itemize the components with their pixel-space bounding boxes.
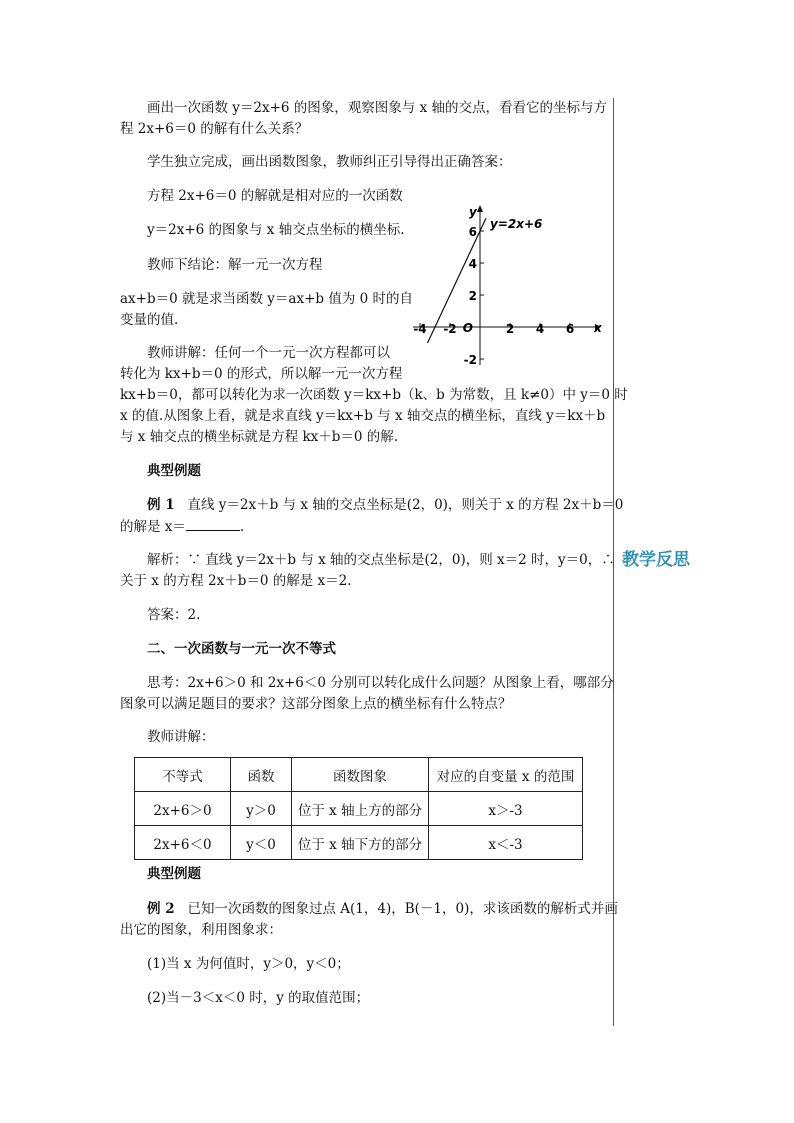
x-tick-label: 6 [565,322,575,336]
table-cell: 2x+6＞0 [135,792,231,826]
paragraph-line: kx+b＝0，都可以转化为求一次函数 y＝kx+b（k、b 为常数，且 k≠0）中 y＝0 时 [120,387,628,403]
example-1-cont [120,516,244,537]
paragraph-line: 程 2x+6＝0 的解有什么关系？ [120,121,309,137]
paragraph-line: 教师讲解： [147,729,215,745]
x-tick-label: -4 [413,322,427,336]
y-axis-label: y [469,205,477,219]
x-tick-label: 2 [505,322,515,336]
graph-ticks [420,231,570,359]
paragraph-line: 学生独立完成，画出函数图象，教师纠正引导得出正确答案： [147,154,512,170]
paragraph-line: 方程 2x+6＝0 的解就是相对应的一次函数 [147,188,403,204]
example-text: 的解是 x＝ [120,519,186,535]
paragraph-line: y＝2x+6 的图象与 x 轴交点坐标的横坐标. [147,222,405,238]
table-cell: x＜-3 [429,826,583,860]
function-line-label: y=2x+6 [490,217,543,232]
paragraph-line: 关于 x 的方程 2x＋b＝0 的解是 x＝2. [120,573,352,589]
section-heading: 典型例题 [147,463,201,479]
paragraph-line: ax+b＝0 就是求当函数 y＝ax+b 值为 0 时的自 [120,291,413,307]
table-cell: 2x+6＜0 [135,826,231,860]
function-graph [405,200,605,370]
x-tick-label: 4 [535,322,545,336]
function-line [428,218,487,343]
paragraph-line: 转化为 kx+b＝0 的形式，所以解一元一次方程 [120,366,403,382]
example-text: 已知一次函数的图象过点 A(1，4)，B(－1，0)，求该函数的解析式并画 [187,901,618,917]
question-1: (1)当 x 为何值时，y＞0，y＜0； [147,956,350,972]
table-header: 函数图象 [292,758,429,792]
y-axis-arrow [477,205,483,212]
table-cell: 位于 x 轴下方的部分 [292,826,429,860]
table-header: 对应的自变量 x 的范围 [429,758,583,792]
section-heading: 二、一次函数与一元一次不等式 [147,641,336,657]
paragraph-line: x 的值.从图象上看，就是求直线 y＝kx+b 与 x 轴交点的横坐标，直线 y＝kx＋b [120,408,606,424]
example-label: 例 2 [147,901,175,917]
paragraph-line: 教师下结论：解一元一次方程 [147,257,323,273]
paragraph-line: 与 x 轴交点的横坐标就是方程 kx＋b＝0 的解. [120,429,399,445]
answer-blank [186,516,240,531]
paragraph-line: 教师讲解：任何一个一元一次方程都可以 [147,345,390,361]
table-header: 函数 [231,758,292,792]
question-2: (2)当－3＜x＜0 时，y 的取值范围； [147,990,370,1006]
paragraph-line: 图象可以满足题目的要求？这部分图象上点的横坐标有什么特点？ [120,696,512,712]
paragraph-line: 变量的值. [120,312,179,328]
answer-line: 答案：2. [147,607,201,623]
table-cell: y＜0 [231,826,292,860]
origin-label: O [462,321,473,335]
table-cell: 位于 x 轴上方的部分 [292,792,429,826]
x-tick-label: -2 [443,322,457,336]
y-tick-label: 6 [468,225,477,239]
paragraph-line: 解析：∵ 直线 y＝2x＋b 与 x 轴的交点坐标是(2，0)，则 x＝2 时，y＝0，∴ [147,552,615,568]
paragraph-line: 思考：2x+6＞0 和 2x+6＜0 分别可以转化成什么问题？从图象上看，哪部分 [147,675,614,691]
example-text: 直线 y＝2x＋b 与 x 轴的交点坐标是(2，0)，则关于 x 的方程 2x＋b＝0 [187,497,624,513]
section-heading: 典型例题 [147,866,201,882]
table-cell: y＞0 [231,792,292,826]
example-1 [147,495,623,515]
example-2 [147,899,618,919]
table-header-row [135,758,583,792]
teaching-reflection-title: 教学反思 [622,550,690,570]
table-header: 不等式 [135,758,231,792]
inequality-table [134,757,583,860]
example-label: 例 1 [147,497,175,513]
y-tick-label: 2 [468,289,477,303]
period: . [239,519,245,535]
paragraph-line: 出它的图象，利用图象求： [120,922,282,938]
table-row [135,792,583,826]
y-tick-label: -2 [463,353,477,367]
table-cell: x＞-3 [429,792,583,826]
y-tick-label: 4 [468,257,477,271]
paragraph-line: 画出一次函数 y＝2x+6 的图象，观察图象与 x 轴的交点，看看它的坐标与方 [147,100,608,116]
table-row [135,826,583,860]
x-axis-label: x [594,321,602,335]
